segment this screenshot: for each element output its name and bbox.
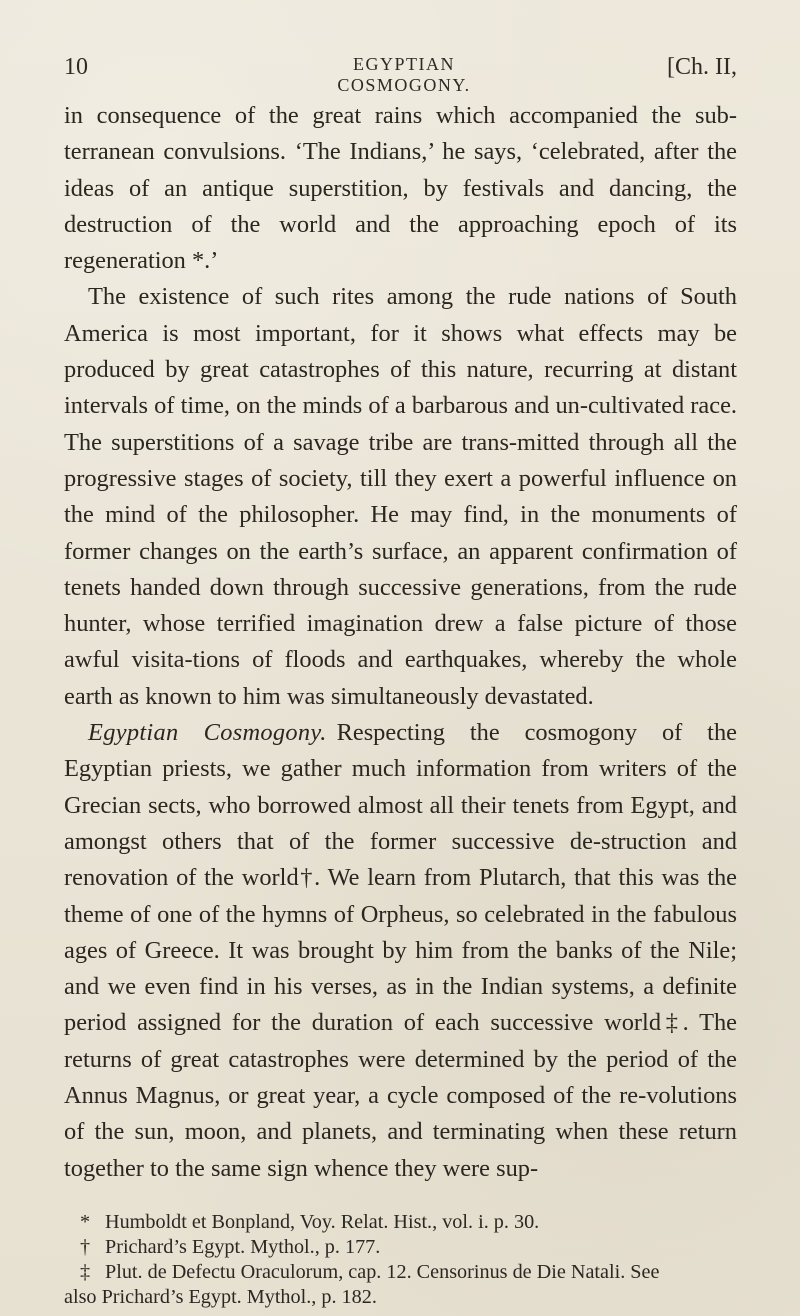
paragraph-south-america: The existence of such rites among the rude nations of South America is most important, for it shows what effects may be produced by great catastrophes of this nature, recurring at distant intervals of time, on the minds of a barbarous and un-cultivated race. The superstitions of a savage tribe are trans-mitted through all the progressive stages of society, till they exert a powerful influence on the mind of the philosopher. He may find, in the monuments of former changes on the earth’s surface, an apparent confirmation of tenets handed down through successive generations, from the rude hunter, whose terrified imagination drew a false picture of those awful visita-tions of floods and earthquakes, whereby the whole earth as known to him was simultaneously devastated. bbox=[64, 283, 737, 710]
footnote-text: Plut. de Defectu Oraculorum, cap. 12. Censorinus de Die Natali. See bbox=[105, 1261, 660, 1283]
footnote-mark: ‡ bbox=[80, 1261, 91, 1283]
footnote-text: Prichard’s Egypt. Mythol., p. 177. bbox=[105, 1236, 381, 1258]
chapter-reference: [Ch. II, bbox=[667, 54, 737, 80]
paragraph-text: Respecting the cosmogony of the Egyptian priests, we gather much information from writers of the Grecian sects, who borrowed almost all their tenets from Egypt, and amongst others that of the former successive de-struction and renovation of the world†. We learn from Plutarch, that this was the theme of one of the hymns of Orpheus, so celebrated in the fabulous ages of Greece. It was brought by him from the banks of the Nile; and we even find in his verses, as in the Indian systems, a definite period assigned for the duration of each successive world‡. The returns of great catastrophes were determined by the period of the Annus Magnus, or great year, a cycle composed of the re-volutions of the sun, moon, and planets, and terminating when these return together to the same sign whence they were sup- bbox=[64, 719, 737, 1182]
footnote-mark: † bbox=[80, 1236, 91, 1258]
section-heading: Egyptian Cosmogony. bbox=[88, 719, 327, 747]
footnote-2 bbox=[64, 1235, 737, 1260]
paragraph-continuation: in consequence of the great rains which accompanied the sub-terranean convulsions. ‘The Indians,’ he says, ‘celebrated, after the ideas of an antique superstition, by festivals and dancing, the destruction of the world and the approaching epoch of its regeneration *.’ bbox=[64, 102, 737, 275]
footnote-1 bbox=[64, 1210, 737, 1235]
footnote-3 bbox=[64, 1260, 737, 1285]
main-text bbox=[64, 98, 737, 1187]
footnote-text: Humboldt et Bonpland, Voy. Relat. Hist., vol. i. p. 30. bbox=[105, 1211, 540, 1233]
footnote-mark: * bbox=[80, 1211, 91, 1233]
running-title: EGYPTIAN COSMOGONY. bbox=[337, 54, 471, 95]
footnotes bbox=[64, 1210, 737, 1310]
paragraph-egyptian-cosmogony bbox=[64, 715, 737, 1187]
page-header bbox=[64, 54, 737, 95]
page-number: 10 bbox=[64, 54, 88, 80]
footnote-3-continued: also Prichard’s Egypt. Mythol., p. 182. bbox=[64, 1286, 377, 1308]
